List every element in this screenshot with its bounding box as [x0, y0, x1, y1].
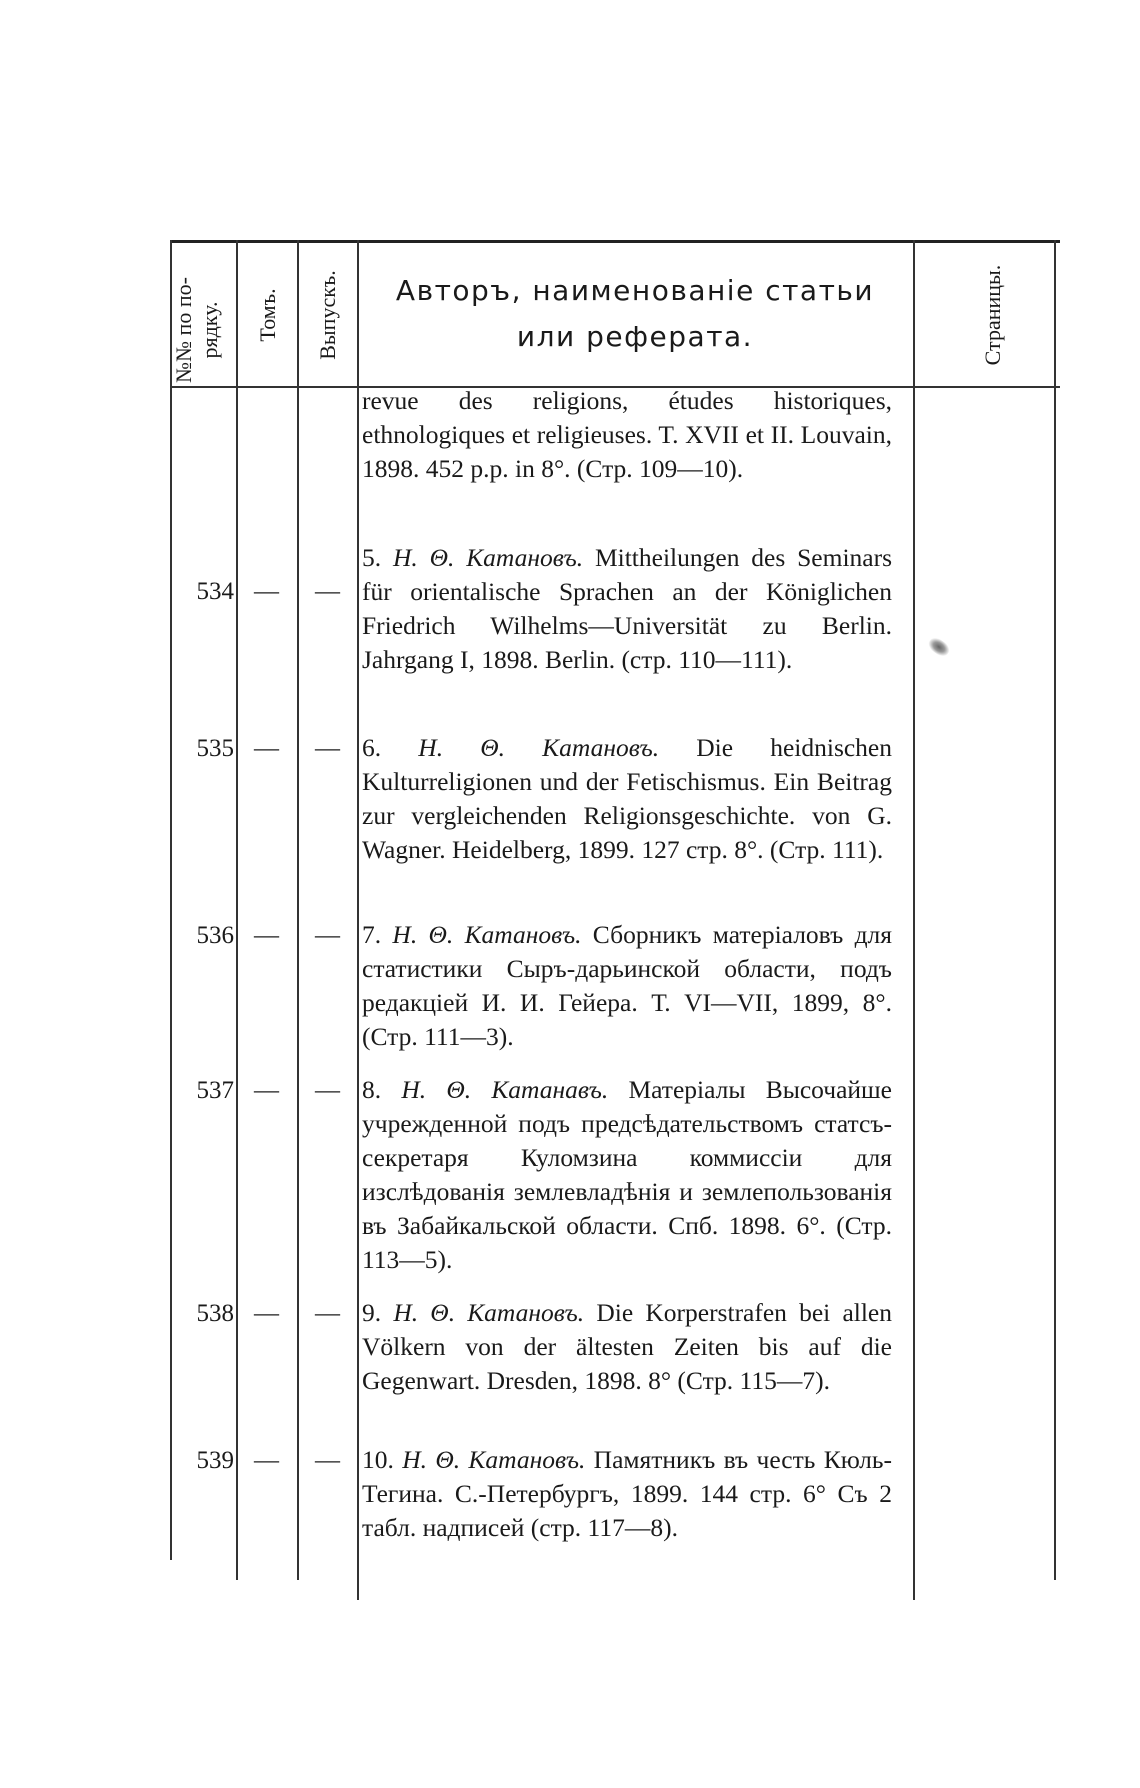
col-divider-2 [236, 240, 238, 1580]
entry-author: Н. Θ. Катановъ. [402, 1445, 586, 1474]
row-issue: — [315, 922, 340, 949]
row-volume: — [254, 1300, 279, 1327]
header-issue [315, 250, 341, 380]
entry-text: Сборникъ матеріаловъ для статистики Сыръ-дарьинской области, подъ редакціей И. И. Гейера. Т. VI—VII, 1899, 8°. (Стр. 111—3). [362, 920, 892, 1051]
entry-author: Н. Θ. Катановъ. [393, 1298, 585, 1327]
header-title-line1: Авторъ, наименованіе статьи [395, 274, 875, 307]
entry-text: Die heidnischen Kulturreligionen und der Fetischismus. Ein Beitrag zur vergleichenden Religionsgeschichte. von G. Wagner. Heidelberg, 1899. 127 стр. 8°. (Стр. 111). [362, 733, 892, 864]
row-number: 539 [196, 1447, 234, 1474]
list-item [362, 541, 892, 677]
header-pages-label: Страницы. [980, 264, 1005, 366]
table-right-border [1054, 240, 1056, 1580]
list-item [362, 918, 892, 1054]
entry-number: 9. [362, 1298, 382, 1327]
header-title-line2: или реферата. [516, 320, 754, 353]
list-item [362, 1443, 892, 1545]
header-number [171, 265, 231, 395]
header-volume [255, 265, 281, 365]
row-issue: — [315, 578, 340, 605]
row-volume: — [254, 922, 279, 949]
header-volume-label: Томъ. [255, 288, 280, 342]
row-number: 537 [196, 1077, 234, 1104]
entry-text: Матеріалы Высочайше учрежденной подъ предсѣдательствомъ статсъ-секретаря Куломзина коммиссіи для изслѣдованія землевладѣнія и землепользованія въ Забайкальской области. Спб. 1898. 6°. (Стр. 113—5). [362, 1075, 892, 1274]
entry-text: revue des religions, études historiques, ethnologiques et religieuses. T. XVII et II. Louvain, 1898. 452 p.p. in 8°. (Стр. 109—10). [362, 386, 892, 483]
row-volume: — [254, 1077, 279, 1104]
ink-smudge [926, 635, 952, 659]
header-number-label: №№ по по-рядку. [171, 277, 222, 383]
entry-author: Н. Θ. Катановъ. [418, 733, 660, 762]
row-number: 534 [196, 578, 234, 605]
entry-author: Н. Θ. Катанавъ. [401, 1075, 609, 1104]
entry-number: 10. [362, 1445, 394, 1474]
col-divider-4 [357, 240, 359, 1600]
header-pages [980, 245, 1010, 385]
col-divider-3 [297, 240, 299, 1580]
entry-continuation [362, 384, 892, 486]
entry-text: Mittheilungen des Seminars für orientalische Sprachen an der Königlichen Friedrich Wilhelms—Universität zu Berlin. Jahrgang I, 1898. Berlin. (стр. 110—111). [362, 543, 893, 674]
entry-author: Н. Θ. Катановъ. [392, 920, 582, 949]
entry-number: 6. [362, 733, 382, 762]
table-top-border [170, 240, 1060, 243]
entry-text: Памятникъ въ честь Кюль-Тегина. С.-Петербургъ, 1899. 144 стр. 6° Съ 2 табл. надписей (стр. 117—8). [362, 1445, 892, 1542]
header-title [360, 268, 910, 360]
row-volume: — [254, 578, 279, 605]
col-divider-5 [913, 240, 915, 1600]
entry-text: Die Korperstrafen bei allen Völkern von der ältesten Zeiten bis auf die Gegenwart. Dresden, 1898. 8° (Стр. 115—7). [362, 1298, 893, 1395]
row-issue: — [315, 1077, 340, 1104]
entry-number: 7. [362, 920, 382, 949]
entry-author: Н. Θ. Катановъ. [392, 543, 584, 572]
list-item [362, 1296, 892, 1398]
list-item [362, 1073, 892, 1277]
row-number: 536 [196, 922, 234, 949]
row-number: 535 [196, 735, 234, 762]
row-issue: — [315, 735, 340, 762]
col-divider-1 [170, 240, 172, 1560]
entry-number: 8. [362, 1075, 382, 1104]
row-number: 538 [196, 1300, 234, 1327]
row-issue: — [315, 1300, 340, 1327]
row-issue: — [315, 1447, 340, 1474]
list-item [362, 731, 892, 867]
header-issue-label: Выпускъ. [315, 270, 340, 360]
row-volume: — [254, 735, 279, 762]
entry-number: 5. [362, 543, 382, 572]
row-volume: — [254, 1447, 279, 1474]
